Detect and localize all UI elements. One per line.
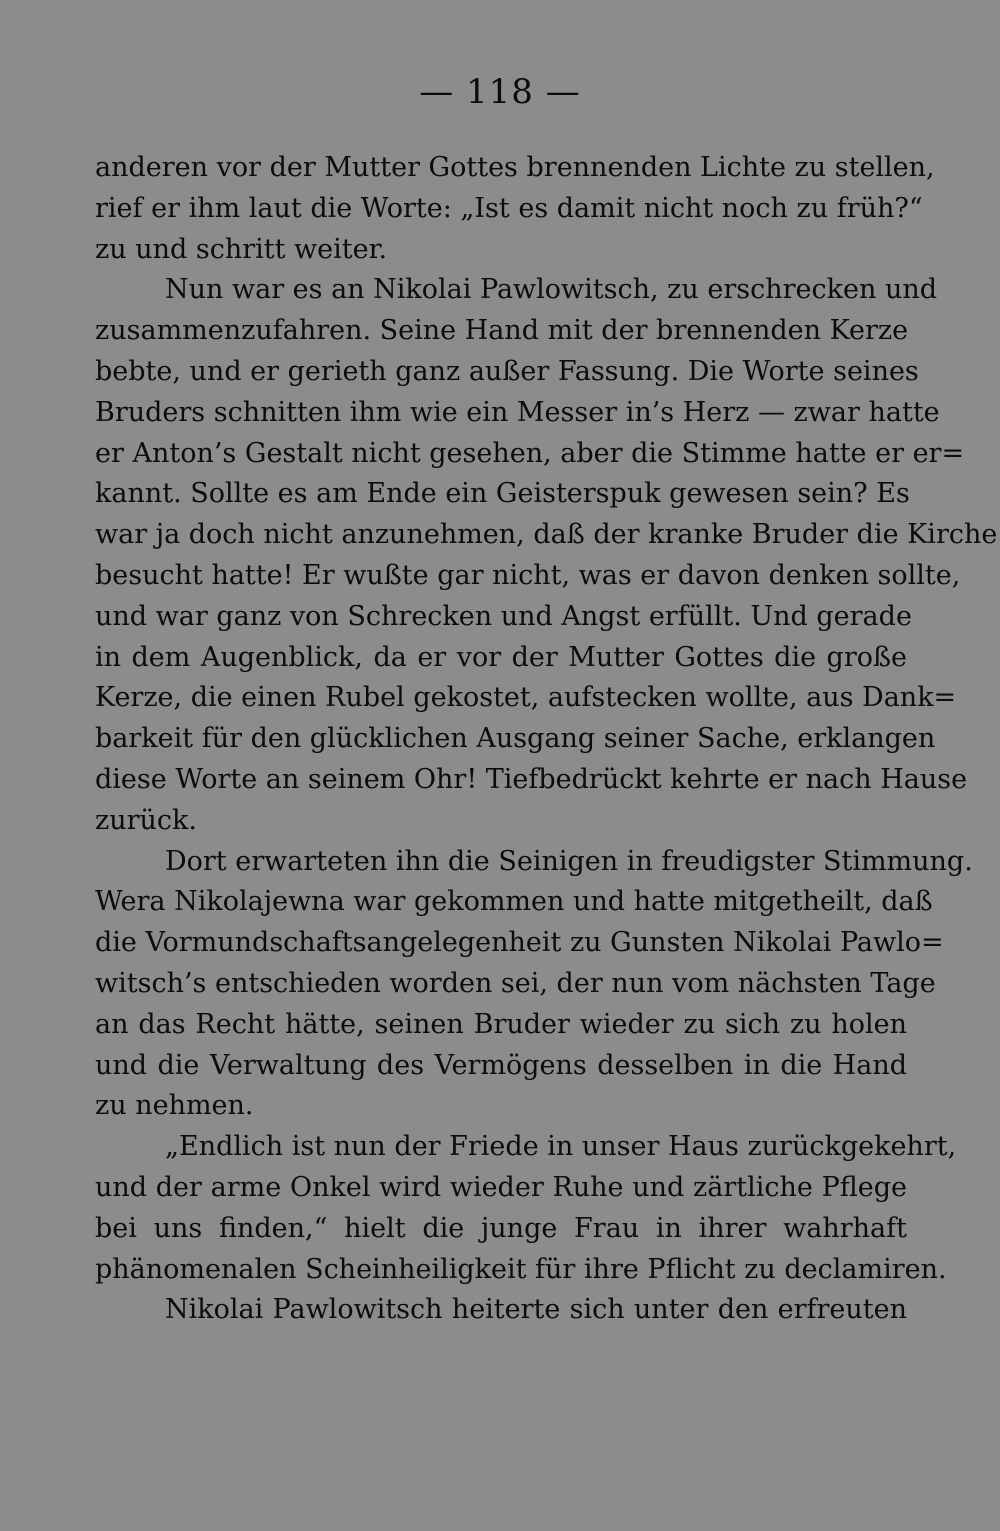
text-line: rief er ihm laut die Worte: „Ist es damit nicht noch zu früh?“ [95, 192, 923, 224]
body-text [95, 148, 998, 1331]
text-line: in dem Augenblick, da er vor der Mutter Gottes die große [95, 641, 907, 673]
text-line: und der arme Onkel wird wieder Ruhe und zärtliche Pflege [95, 1171, 907, 1203]
text-line: Kerze, die einen Rubel gekostet, aufstecken wollte, aus Dank= [95, 682, 957, 714]
text-line: Bruders schnitten ihm wie ein Messer in’s Herz — zwar hatte [95, 396, 940, 428]
text-line: Dort erwarteten ihn die Seinigen in freudigster Stimmung. [165, 845, 973, 877]
text-line: witsch’s entschieden worden sei, der nun vom nächsten Tage [95, 967, 936, 999]
text-line: zu und schritt weiter. [95, 233, 388, 265]
text-line: die Vormundschaftsangelegenheit zu Gunsten Nikolai Pawlo= [95, 927, 944, 959]
text-line: zurück. [95, 804, 197, 836]
text-line: Nikolai Pawlowitsch heiterte sich unter den erfreuten [165, 1294, 907, 1326]
text-line: besucht hatte! Er wußte gar nicht, was er davon denken sollte, [95, 559, 961, 591]
text-line: zusammenzufahren. Seine Hand mit der brennenden Kerze [95, 315, 909, 347]
text-line: „Endlich ist nun der Friede in unser Haus zurückgekehrt, [165, 1131, 957, 1163]
text-line: phänomenalen Scheinheiligkeit für ihre Pflicht zu declamiren. [95, 1253, 947, 1285]
text-line: bei uns finden,“ hielt die junge Frau in ihrer wahrhaft [95, 1212, 907, 1244]
text-line: zu nehmen. [95, 1090, 254, 1122]
text-line: kannt. Sollte es am Ende ein Geisterspuk gewesen sein? Es [95, 478, 910, 510]
text-line: er Anton’s Gestalt nicht gesehen, aber die Stimme hatte er er= [95, 437, 965, 469]
text-line: an das Recht hätte, seinen Bruder wieder zu sich zu holen [95, 1008, 907, 1040]
text-line: Nun war es an Nikolai Pawlowitsch, zu erschrecken und [165, 274, 938, 306]
text-line: war ja doch nicht anzunehmen, daß der kranke Bruder die Kirche [95, 519, 998, 551]
page-number: — 118 — [419, 72, 581, 112]
text-line: diese Worte an seinem Ohr! Tiefbedrückt kehrte er nach Hause [95, 763, 968, 795]
text-line: bebte, und er gerieth ganz außer Fassung. Die Worte seines [95, 355, 919, 387]
text-line: anderen vor der Mutter Gottes brennenden Lichte zu stellen, [95, 152, 935, 183]
text-line: und war ganz von Schrecken und Angst erfüllt. Und gerade [95, 600, 912, 632]
text-line: und die Verwaltung des Vermögens desselben in die Hand [95, 1049, 907, 1081]
text-line: Wera Nikolajewna war gekommen und hatte mitgetheilt, daß [95, 886, 933, 918]
text-line: barkeit für den glücklichen Ausgang seiner Sache, erklangen [95, 723, 936, 755]
